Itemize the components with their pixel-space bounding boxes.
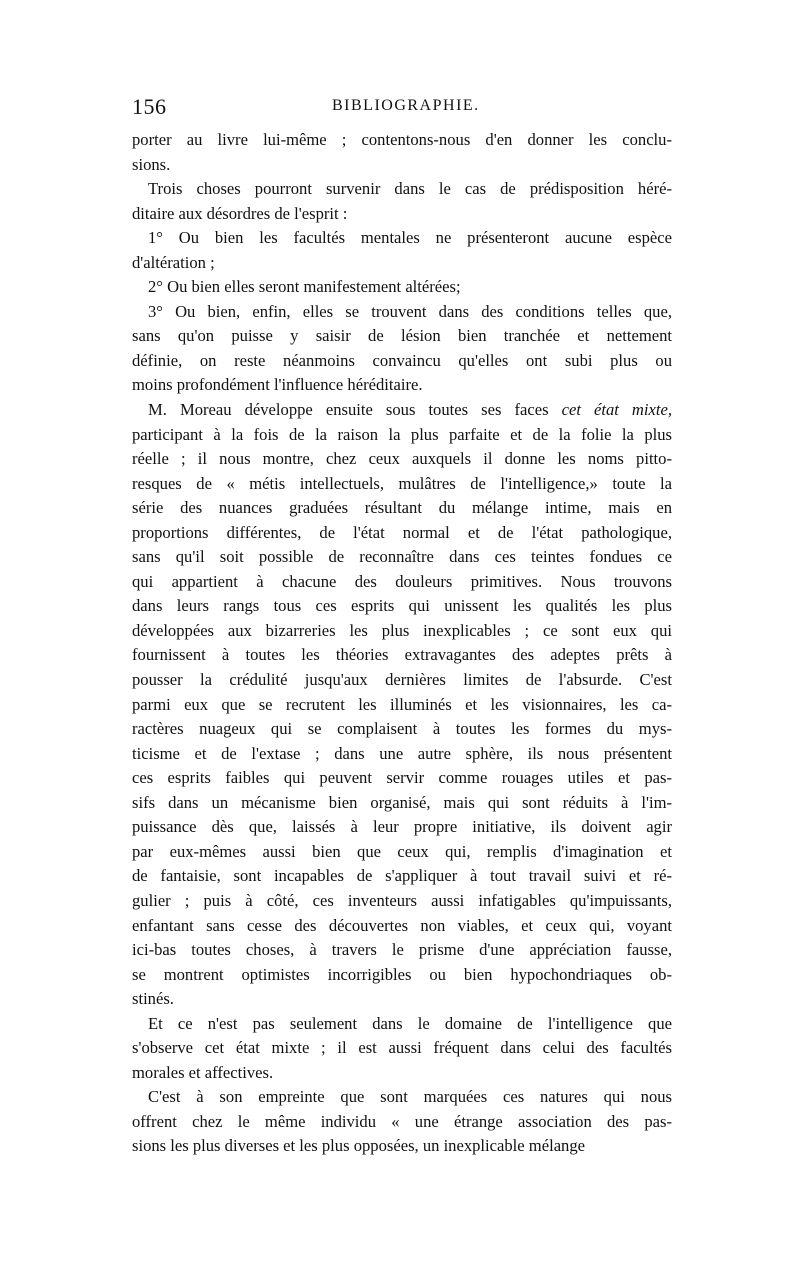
text-line: moins profondément l'influence héréditaire. <box>132 375 423 395</box>
text-line: qui appartient à chacune des douleurs primitives. Nous trouvons <box>132 571 672 591</box>
text-line: offrent chez le même individu « une étrange association des pas- <box>132 1111 672 1131</box>
text-line: gulier ; puis à côté, ces inventeurs aussi infatigables qu'impuissants, <box>132 890 672 910</box>
paragraph <box>132 128 672 177</box>
text-line: ractères nuageux qui se complaisent à toutes les formes du mys- <box>132 719 672 739</box>
text-line: développées aux bizarreries les plus inexplicables ; ce sont eux qui <box>132 620 672 640</box>
text-line: morales et affectives. <box>132 1062 274 1082</box>
text-line: enfantant sans cesse des découvertes non viables, et ceux qui, voyant <box>132 915 672 935</box>
text-line: sifs dans un mécanisme bien organisé, mais qui sont réduits à l'im- <box>132 792 672 812</box>
paragraph <box>132 177 672 226</box>
text-line: participant à la fois de la raison la plus parfaite et de la folie la plus <box>132 424 672 444</box>
paragraph <box>132 226 672 275</box>
text-line: M. Moreau développe ensuite sous toutes ses faces cet état mixte, <box>148 400 672 420</box>
text-line: définie, on reste néanmoins convaincu qu'elles ont subi plus ou <box>132 350 672 370</box>
text-line: se montrent optimistes incorrigibles ou bien hypochondriaques ob- <box>132 964 672 984</box>
text-line: série des nuances graduées résultant du mélange intime, mais en <box>132 498 672 518</box>
text-line: 1° Ou bien les facultés mentales ne présenteront aucune espèce <box>148 228 672 248</box>
text-line: ici-bas toutes choses, à travers le prisme d'une appréciation fausse, <box>132 940 672 960</box>
text-line: de fantaisie, sont incapables de s'appliquer à tout travail suivi et ré- <box>132 866 672 886</box>
text-line: dans leurs rangs tous ces esprits qui unissent les qualités les plus <box>132 596 672 616</box>
body-text <box>132 128 672 1159</box>
text-line: 3° Ou bien, enfin, elles se trouvent dans des conditions telles que, <box>148 301 672 321</box>
text-line: s'observe cet état mixte ; il est aussi fréquent dans celui des facultés <box>132 1038 672 1058</box>
text-line: par eux-mêmes aussi bien que ceux qui, remplis d'imagination et <box>132 841 672 861</box>
italic-phrase: cet état mixte, <box>561 400 672 420</box>
text-line: ditaire aux désordres de l'esprit : <box>132 203 348 223</box>
text-line: sions. <box>132 154 171 174</box>
text-line: sans qu'il soit possible de reconnaître dans ces teintes fondues ce <box>132 547 672 567</box>
paragraph <box>132 1012 672 1086</box>
text-line: porter au livre lui-même ; contentons-nous d'en donner les conclu- <box>132 130 672 149</box>
running-title: BIBLIOGRAPHIE. <box>332 97 480 114</box>
paragraph <box>132 398 672 1012</box>
text-line: réelle ; il nous montre, chez ceux auxquels il donne les noms pitto- <box>132 449 672 469</box>
text-line: d'altération ; <box>132 252 215 272</box>
paragraph <box>132 300 672 398</box>
text-line: pousser la crédulité jusqu'aux dernières limites de l'absurde. C'est <box>132 670 672 690</box>
text-line: parmi eux que se recrutent les illuminés et les visionnaires, les ca- <box>132 694 672 714</box>
paragraph <box>132 1085 672 1159</box>
text-line: C'est à son empreinte que sont marquées ces natures qui nous <box>148 1087 672 1107</box>
text-line: sions les plus diverses et les plus opposées, un inexplicable mélange <box>132 1136 586 1156</box>
text-line: 2° Ou bien elles seront manifestement altérées; <box>148 277 461 297</box>
paragraph <box>132 275 672 300</box>
text-line: ticisme et de l'extase ; dans une autre sphère, ils nous présentent <box>132 743 672 763</box>
text-line: resques de « métis intellectuels, mulâtres de l'intelligence,» toute la <box>132 473 672 493</box>
text-line: sans qu'on puisse y saisir de lésion bien tranchée et nettement <box>132 326 672 346</box>
text-line: puissance dès que, laissés à leur propre initiative, ils doivent agir <box>132 817 672 837</box>
page-header <box>132 94 672 124</box>
text-line: Et ce n'est pas seulement dans le domaine de l'intelligence que <box>148 1013 672 1033</box>
page-number: 156 <box>132 94 167 119</box>
text-line: ces esprits faibles qui peuvent servir comme rouages utiles et pas- <box>132 768 672 788</box>
text-line: Trois choses pourront survenir dans le cas de prédisposition héré- <box>148 179 672 199</box>
text-line: stinés. <box>132 989 174 1009</box>
text-line: proportions différentes, de l'état normal et de l'état pathologique, <box>132 522 672 542</box>
text-line: fournissent à toutes les théories extravagantes des adeptes prêts à <box>132 645 672 665</box>
